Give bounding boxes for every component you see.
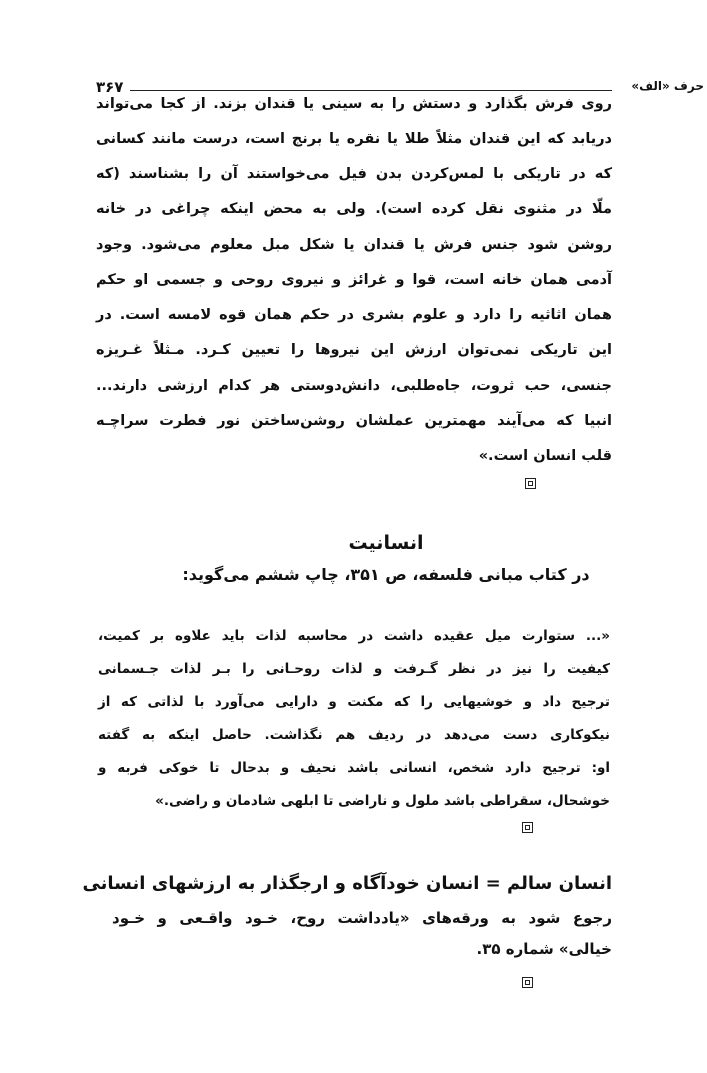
text-line: قلب انسان است.»: [478, 448, 612, 464]
section-end-marker-icon: [525, 478, 536, 489]
text-line: خوشحال، سقراطی باشد ملول و ناراضی تا ابلهی شادمان و راضی.»: [155, 793, 610, 809]
text-line: آدمی همان خانه است، قوا و غرائز و نیروی روحی و جسمی او حکم: [96, 272, 612, 288]
text-line: کیفیت را نیز در نظر گـرفت و لذات روحـانی را بـر لذات جـسمانی: [98, 661, 610, 677]
text-line: روشن شود جنس فرش یا قندان یا شکل مبل معلوم می‌شود. وجود: [96, 237, 612, 253]
running-title: حرف «الف»: [631, 79, 704, 93]
section-2-subtitle: در کتاب مبانی فلسفه، ص ۳۵۱، چاپ ششم می‌گوید:: [182, 565, 590, 584]
text-line: او: ترجیح دارد شخص، انسانی باشد نحیف و بدحال تا خوکی فربه و: [98, 760, 610, 776]
text-line: انبیا که می‌آیند مهمترین عملشان روشن‌ساختن نور فطرت سراچـه: [96, 413, 612, 429]
text-line: ترجیح داد و خوشیهایی را که مکنت و دارایی می‌آورد با لذاتی که از: [98, 694, 610, 710]
section-end-marker-icon: [522, 822, 533, 833]
section-2-title: انسانیت: [348, 532, 424, 554]
text-line: «... ستوارت میل عقیده داشت در محاسبه لذات باید علاوه بر کمیت،: [98, 628, 610, 644]
header-rule: [130, 90, 612, 91]
section-3-title: انسان سالم = انسان خودآگاه و ارجگذار به ارزشهای انسانی: [82, 873, 612, 894]
text-line: ملّا در مثنوی نقل کرده است). ولی به محض اینکه چراغی در خانه: [96, 201, 612, 217]
text-line: همان اثاثیه را دارد و علوم بشری در حکم همان قوه لامسه است. در: [96, 307, 612, 323]
text-line: رجوع شود به ورقه‌های «یادداشت روح، خـود واقـعی و خـود: [112, 909, 612, 927]
text-line: روی فرش بگذارد و دستش را به سینی یا قندان بزند. از کجا می‌تواند: [96, 96, 612, 112]
text-line: که در تاریکی با لمس‌کردن بدن فیل می‌خواستند آن را بشناسند (که: [96, 166, 612, 182]
text-line: نیکوکاری دست می‌دهد در ردیف هم نگذاشت. حاصل اینکه به گفته: [98, 727, 610, 743]
section-end-marker-icon: [522, 977, 533, 988]
text-line: دریابد که این قندان مثلاً طلا یا نقره یا برنج است، درست مانند کسانی: [96, 131, 612, 147]
text-line: خیالی» شماره ۳۵.: [476, 940, 612, 958]
text-line: این تاریکی نمی‌توان ارزش این نیروها را تعیین کـرد. مـثلاً غـریزه: [96, 342, 612, 358]
text-line: جنسی، حب ثروت، جاه‌طلبی، دانش‌دوستی هر کدام ارزشی دارند...: [96, 378, 612, 394]
page-number: ۳۶۷: [96, 78, 124, 96]
